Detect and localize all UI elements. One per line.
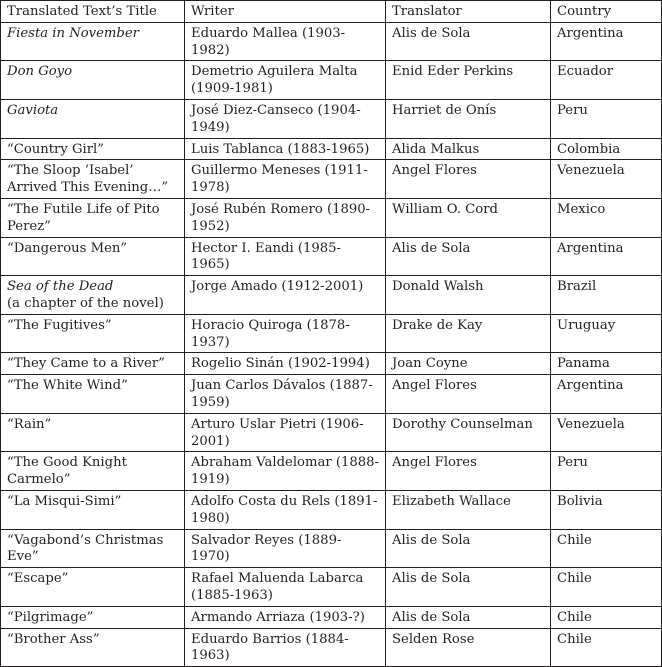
- title-text: “They Came to a River”: [7, 356, 165, 372]
- cell-translator: Alis de Sola: [386, 568, 551, 607]
- cell-writer: Armando Arriaza (1903-?): [185, 606, 386, 628]
- cell-country: Argentina: [551, 237, 662, 276]
- cell-title: [1, 529, 185, 568]
- cell-writer: Guillermo Meneses (1911-1978): [185, 160, 386, 199]
- cell-title: [1, 276, 185, 315]
- cell-country: Chile: [551, 606, 662, 628]
- cell-writer: Eduardo Barrios (1884-1963): [185, 628, 386, 667]
- cell-writer: Adolfo Costa du Rels (1891-1980): [185, 490, 386, 529]
- cell-country: Venezuela: [551, 160, 662, 199]
- cell-country: Chile: [551, 568, 662, 607]
- title-text: “The Futile Life of Pito Perez”: [7, 201, 160, 234]
- title-text: “Vagabond’s Christmas Eve”: [7, 532, 164, 565]
- cell-translator: William O. Cord: [386, 198, 551, 237]
- table-row: [1, 160, 662, 199]
- cell-translator: Alis de Sola: [386, 529, 551, 568]
- table-body: [1, 22, 662, 666]
- cell-title: [1, 237, 185, 276]
- cell-translator: Drake de Kay: [386, 314, 551, 353]
- cell-title: [1, 568, 185, 607]
- title-text: Fiesta in November: [7, 25, 139, 41]
- cell-writer: Eduardo Mallea (1903-1982): [185, 22, 386, 61]
- table-row: [1, 490, 662, 529]
- cell-translator: Angel Flores: [386, 375, 551, 414]
- table-row: [1, 375, 662, 414]
- table-row: [1, 314, 662, 353]
- cell-translator: Alis de Sola: [386, 237, 551, 276]
- table-row: [1, 276, 662, 315]
- cell-translator: Alida Malkus: [386, 138, 551, 160]
- table-row: [1, 568, 662, 607]
- cell-country: Panama: [551, 353, 662, 375]
- cell-country: Colombia: [551, 138, 662, 160]
- cell-title: [1, 353, 185, 375]
- header-writer: Writer: [185, 1, 386, 23]
- cell-title: [1, 314, 185, 353]
- cell-country: Venezuela: [551, 413, 662, 452]
- table-row: [1, 628, 662, 667]
- cell-country: Bolivia: [551, 490, 662, 529]
- title-text: “The Good Knight Carmelo”: [7, 455, 127, 488]
- cell-writer: Hector I. Eandi (1985-1965): [185, 237, 386, 276]
- cell-writer: Jorge Amado (1912-2001): [185, 276, 386, 315]
- table-header: [1, 1, 662, 23]
- cell-translator: Enid Eder Perkins: [386, 61, 551, 100]
- cell-title: [1, 22, 185, 61]
- cell-writer: Juan Carlos Dávalos (1887-1959): [185, 375, 386, 414]
- title-text: “Pilgrimage”: [7, 609, 94, 625]
- cell-country: Ecuador: [551, 61, 662, 100]
- header-row: [1, 1, 662, 23]
- cell-translator: Donald Walsh: [386, 276, 551, 315]
- title-text: Sea of the Dead: [7, 279, 114, 295]
- cell-title: [1, 61, 185, 100]
- header-title: Translated Text’s Title: [1, 1, 185, 23]
- cell-country: Argentina: [551, 375, 662, 414]
- title-text: “Rain”: [7, 416, 52, 432]
- cell-writer: Demetrio Aguilera Malta (1909-1981): [185, 61, 386, 100]
- cell-translator: Alis de Sola: [386, 606, 551, 628]
- title-text: “Escape”: [7, 571, 69, 587]
- cell-title: [1, 452, 185, 491]
- title-text: Don Goyo: [7, 64, 73, 80]
- title-text: “Country Girl”: [7, 141, 105, 157]
- table-row: [1, 99, 662, 138]
- cell-title: [1, 490, 185, 529]
- table-row: [1, 61, 662, 100]
- cell-title: [1, 160, 185, 199]
- cell-writer: Rafael Maluenda Labarca (1885-1963): [185, 568, 386, 607]
- cell-title: [1, 138, 185, 160]
- cell-translator: Dorothy Counselman: [386, 413, 551, 452]
- cell-writer: Horacio Quiroga (1878-1937): [185, 314, 386, 353]
- cell-writer: Luis Tablanca (1883-1965): [185, 138, 386, 160]
- cell-translator: Elizabeth Wallace: [386, 490, 551, 529]
- table-row: [1, 353, 662, 375]
- cell-writer: José Diez-Canseco (1904-1949): [185, 99, 386, 138]
- cell-writer: Rogelio Sinán (1902-1994): [185, 353, 386, 375]
- cell-translator: Angel Flores: [386, 452, 551, 491]
- title-text: “Dangerous Men”: [7, 240, 128, 256]
- title-text: “La Misqui-Simi”: [7, 493, 122, 509]
- title-text: “The Sloop ‘Isabel’ Arrived This Evening…”: [7, 163, 169, 196]
- table-row: [1, 529, 662, 568]
- cell-writer: Arturo Uslar Pietri (1906-2001): [185, 413, 386, 452]
- cell-translator: Angel Flores: [386, 160, 551, 199]
- cell-writer: Salvador Reyes (1889-1970): [185, 529, 386, 568]
- title-text: Gaviota: [7, 102, 59, 118]
- cell-title: [1, 606, 185, 628]
- cell-country: Brazil: [551, 276, 662, 315]
- cell-title: [1, 198, 185, 237]
- cell-title: [1, 99, 185, 138]
- table-row: [1, 22, 662, 61]
- cell-translator: Alis de Sola: [386, 22, 551, 61]
- table-row: [1, 606, 662, 628]
- title-text: “Brother Ass”: [7, 631, 100, 647]
- table-row: [1, 452, 662, 491]
- cell-country: Argentina: [551, 22, 662, 61]
- cell-title: [1, 375, 185, 414]
- cell-title: [1, 413, 185, 452]
- cell-country: Mexico: [551, 198, 662, 237]
- cell-country: Uruguay: [551, 314, 662, 353]
- cell-country: Chile: [551, 628, 662, 667]
- cell-country: Chile: [551, 529, 662, 568]
- cell-translator: Joan Coyne: [386, 353, 551, 375]
- title-text: “The Fugitives”: [7, 317, 112, 333]
- table-row: [1, 198, 662, 237]
- cell-country: Peru: [551, 99, 662, 138]
- title-subtitle: (a chapter of the novel): [7, 295, 164, 311]
- cell-translator: Selden Rose: [386, 628, 551, 667]
- cell-translator: Harriet de Onís: [386, 99, 551, 138]
- cell-writer: José Rubén Romero (1890-1952): [185, 198, 386, 237]
- cell-country: Peru: [551, 452, 662, 491]
- table-row: [1, 237, 662, 276]
- title-text: “The White Wind”: [7, 378, 128, 394]
- table-row: [1, 138, 662, 160]
- cell-writer: Abraham Valdelomar (1888-1919): [185, 452, 386, 491]
- header-translator: Translator: [386, 1, 551, 23]
- table-row: [1, 413, 662, 452]
- header-country: Country: [551, 1, 662, 23]
- cell-title: [1, 628, 185, 667]
